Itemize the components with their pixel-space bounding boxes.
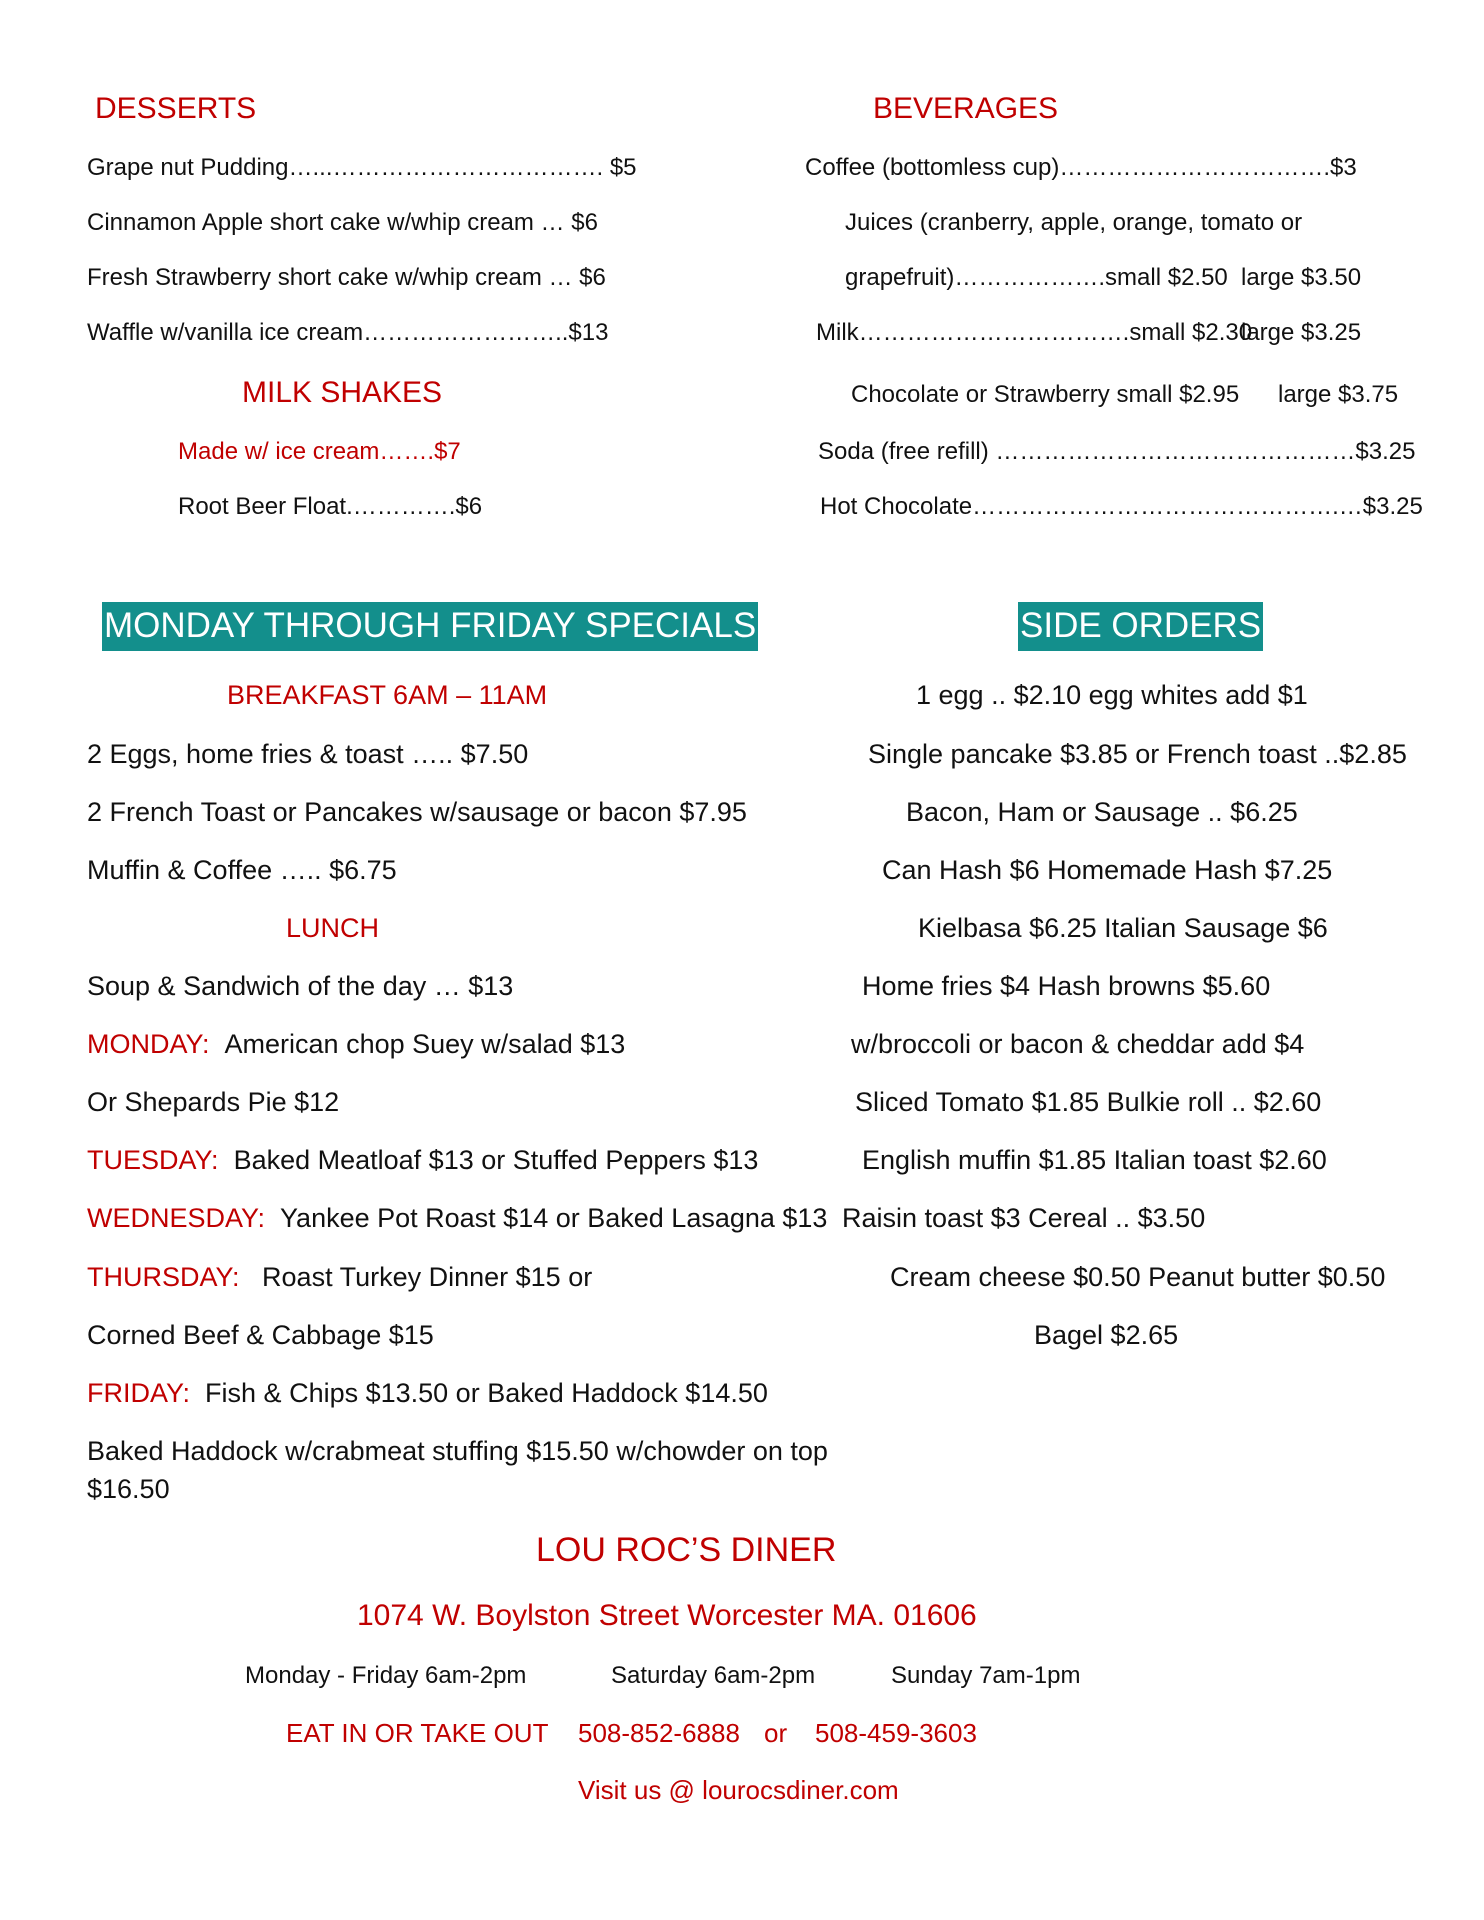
side-item: English muffin $1.85 Italian toast $2.60 <box>862 1145 1327 1175</box>
side-item: Sliced Tomato $1.85 Bulkie roll .. $2.60 <box>855 1087 1322 1117</box>
side-item: Single pancake $3.85 or French toast ..$2.85 <box>868 739 1407 769</box>
breakfast-item: Muffin & Coffee ….. $6.75 <box>87 855 397 885</box>
beverage-coffee: Coffee (bottomless cup)…………………………….$3 <box>805 154 1357 181</box>
phone-2: 508-459-3603 <box>815 1718 977 1748</box>
beverage-choc-small: Chocolate or Strawberry small $2.95 <box>851 381 1240 408</box>
thursday-alt: Corned Beef & Cabbage $15 <box>87 1320 434 1350</box>
side-item: Can Hash $6 Homemade Hash $7.25 <box>882 855 1333 885</box>
milkshake-made: Made w/ ice cream…….$7 <box>178 438 461 465</box>
tuesday-special <box>87 1147 758 1174</box>
wednesday-text: Yankee Pot Roast $14 or Baked Lasagna $13 <box>280 1203 828 1233</box>
phone-or: or <box>764 1718 788 1748</box>
thursday-special <box>87 1264 592 1291</box>
breakfast-item: 2 Eggs, home fries & toast ….. $7.50 <box>87 739 529 769</box>
hours-weekday: Monday - Friday 6am-2pm <box>245 1662 527 1689</box>
beverage-juices-small: grapefruit)……………….small $2.50 <box>845 264 1228 291</box>
side-item: Bacon, Ham or Sausage .. $6.25 <box>906 797 1298 827</box>
monday-alt: Or Shepards Pie $12 <box>87 1087 340 1117</box>
wednesday-label: WEDNESDAY: <box>87 1203 266 1233</box>
monday-text: American chop Suey w/salad $13 <box>224 1029 626 1059</box>
monday-special <box>87 1031 625 1058</box>
dessert-item: Cinnamon Apple short cake w/whip cream … $6 <box>87 209 598 236</box>
haddock-special: Baked Haddock w/crabmeat stuffing $15.50 w/chowder on top <box>87 1436 828 1466</box>
hours-sunday: Sunday 7am-1pm <box>891 1662 1081 1689</box>
dessert-item: Grape nut Pudding…...……………………………. $5 <box>87 154 637 181</box>
desserts-title: DESSERTS <box>95 92 257 125</box>
side-item: w/broccoli or bacon & cheddar add $4 <box>851 1029 1305 1059</box>
side-item: Cream cheese $0.50 Peanut butter $0.50 <box>890 1262 1386 1292</box>
tuesday-label: TUESDAY: <box>87 1145 219 1175</box>
dessert-item: Waffle w/vanilla ice cream……………………..$13 <box>87 319 609 346</box>
friday-text: Fish & Chips $13.50 or Baked Haddock $14.50 <box>205 1378 768 1408</box>
lunch-title: LUNCH <box>286 913 380 943</box>
beverage-milk-large: large $3.25 <box>1241 319 1362 346</box>
eat-in-take-out: EAT IN OR TAKE OUT <box>286 1718 549 1748</box>
specials-title: MONDAY THROUGH FRIDAY SPECIALS <box>102 602 758 651</box>
breakfast-title: BREAKFAST 6AM – 11AM <box>227 680 548 710</box>
lunch-soup: Soup & Sandwich of the day … $13 <box>87 971 514 1001</box>
haddock-special-price: $16.50 <box>87 1474 170 1504</box>
hours-saturday: Saturday 6am-2pm <box>611 1662 816 1689</box>
phone-1: 508-852-6888 <box>578 1718 740 1748</box>
thursday-label: THURSDAY: <box>87 1262 240 1292</box>
side-item: Kielbasa $6.25 Italian Sausage $6 <box>918 913 1328 943</box>
side-item: Home fries $4 Hash browns $5.60 <box>862 971 1271 1001</box>
website-link[interactable]: Visit us @ lourocsdiner.com <box>578 1775 899 1805</box>
milkshakes-title: MILK SHAKES <box>242 376 443 409</box>
beverage-choc-large: large $3.75 <box>1278 381 1399 408</box>
friday-special <box>87 1380 768 1407</box>
beverage-soda: Soda (free refill) ………………………………………$3.25 <box>818 438 1416 465</box>
wednesday-special <box>87 1205 827 1232</box>
diner-address: 1074 W. Boylston Street Worcester MA. 01606 <box>357 1599 977 1632</box>
breakfast-item: 2 French Toast or Pancakes w/sausage or bacon $7.95 <box>87 797 747 827</box>
side-item: Bagel $2.65 <box>1034 1320 1179 1350</box>
root-beer-float: Root Beer Float.………….$6 <box>178 493 483 520</box>
side-item: Raisin toast $3 Cereal .. $3.50 <box>842 1203 1206 1233</box>
tuesday-text: Baked Meatloaf $13 or Stuffed Peppers $13 <box>233 1145 759 1175</box>
dessert-item: Fresh Strawberry short cake w/whip cream … $6 <box>87 264 606 291</box>
beverage-milk-small: Milk…………………………….small $2.30 <box>816 319 1253 346</box>
monday-label: MONDAY: <box>87 1029 210 1059</box>
beverages-title: BEVERAGES <box>873 92 1059 125</box>
diner-name: LOU ROC’S DINER <box>536 1531 837 1569</box>
side-orders-title: SIDE ORDERS <box>1018 602 1263 651</box>
friday-label: FRIDAY: <box>87 1378 191 1408</box>
beverage-juices-large: large $3.50 <box>1241 264 1362 291</box>
side-item: 1 egg .. $2.10 egg whites add $1 <box>916 680 1308 710</box>
thursday-text: Roast Turkey Dinner $15 or <box>262 1262 593 1292</box>
beverage-hot-chocolate: Hot Chocolate……………………………………….…$3.25 <box>820 493 1423 520</box>
beverage-juices: Juices (cranberry, apple, orange, tomato or <box>845 209 1303 236</box>
